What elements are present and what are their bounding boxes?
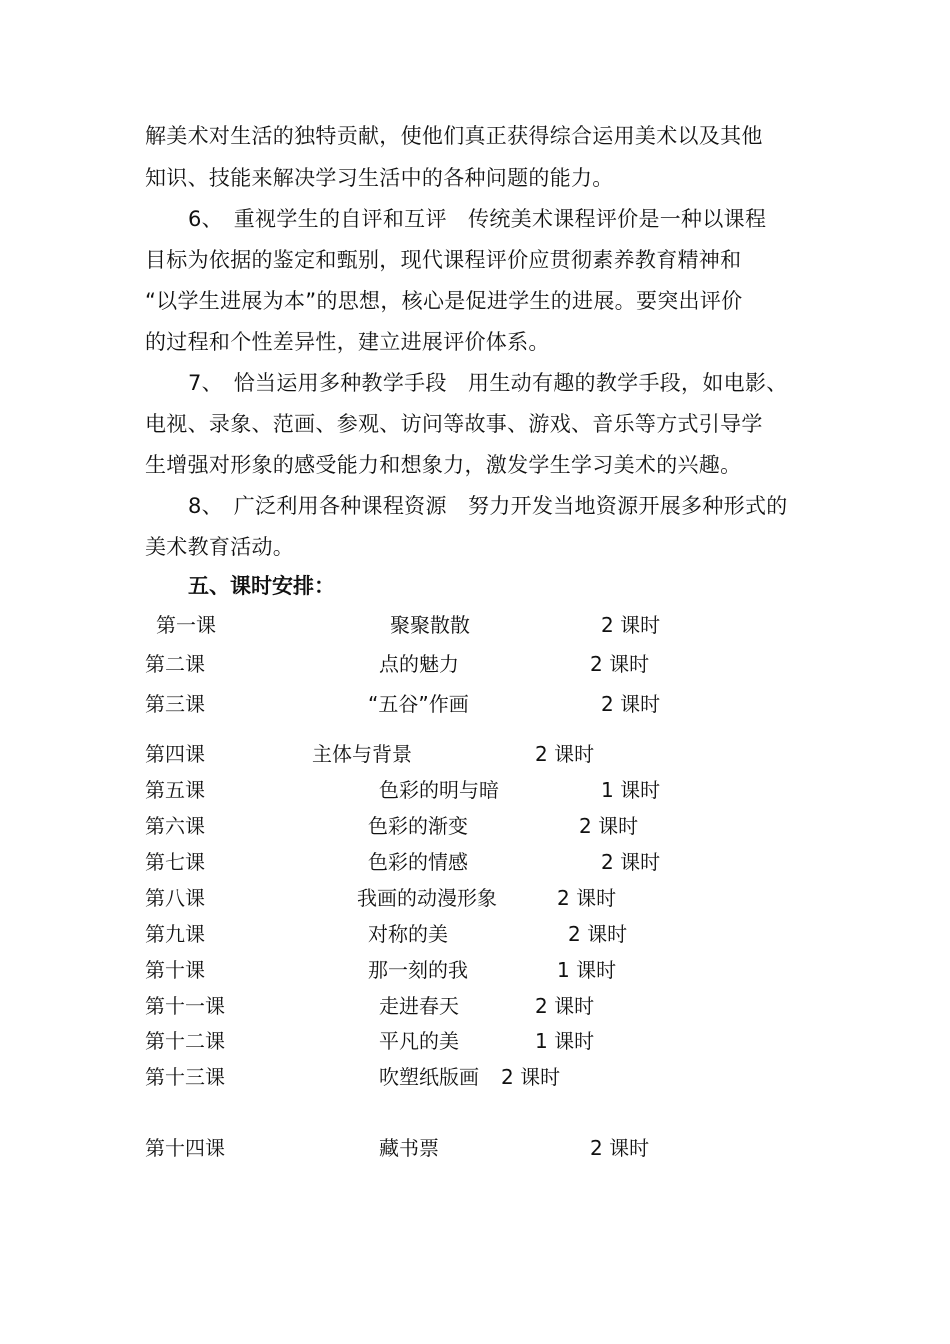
section-heading: 五、课时安排： bbox=[188, 574, 335, 598]
paragraph-line: 电视、录象、范画、参观、访问等故事、游戏、音乐等方式引导学 bbox=[145, 412, 763, 436]
lesson-hours: 2 课时 bbox=[535, 994, 595, 1018]
lesson-title: 吹塑纸版画 bbox=[379, 1065, 479, 1089]
lesson-hours: 2 课时 bbox=[590, 1136, 650, 1160]
paragraph-line: 美术教育活动。 bbox=[145, 535, 295, 559]
lesson-title: 我画的动漫形象 bbox=[357, 886, 497, 910]
paragraph-line: 生增强对形象的感受能力和想象力，激发学生学习美术的兴趣。 bbox=[145, 453, 742, 477]
lesson-hours: 2 课时 bbox=[601, 692, 661, 716]
lesson-hours: 1 课时 bbox=[557, 958, 617, 982]
paragraph-line: 7、 恰当运用多种教学手段 用生动有趣的教学手段，如电影、 bbox=[188, 371, 788, 395]
lesson-hours: 2 课时 bbox=[535, 742, 595, 766]
lesson-number: 第十四课 bbox=[145, 1136, 225, 1160]
lesson-title: 对称的美 bbox=[368, 922, 448, 946]
lesson-hours: 2 课时 bbox=[579, 814, 639, 838]
lesson-number: 第三课 bbox=[145, 692, 205, 716]
lesson-title: 色彩的渐变 bbox=[368, 814, 468, 838]
lesson-title: 那一刻的我 bbox=[368, 958, 468, 982]
lesson-number: 第六课 bbox=[145, 814, 205, 838]
lesson-hours: 2 课时 bbox=[590, 652, 650, 676]
lesson-number: 第八课 bbox=[145, 886, 205, 910]
lesson-hours: 2 课时 bbox=[601, 613, 661, 637]
lesson-hours: 2 课时 bbox=[568, 922, 628, 946]
lesson-title: 聚聚散散 bbox=[390, 613, 470, 637]
lesson-number: 第十三课 bbox=[145, 1065, 225, 1089]
lesson-title: 藏书票 bbox=[379, 1136, 439, 1160]
lesson-title: 点的魅力 bbox=[379, 652, 459, 676]
paragraph-line: 解美术对生活的独特贡献，使他们真正获得综合运用美术以及其他 bbox=[145, 124, 763, 148]
lesson-number: 第九课 bbox=[145, 922, 205, 946]
lesson-number: 第二课 bbox=[145, 652, 205, 676]
lesson-number: 第十一课 bbox=[145, 994, 225, 1018]
lesson-hours: 1 课时 bbox=[535, 1029, 595, 1053]
lesson-number: 第五课 bbox=[145, 778, 205, 802]
lesson-hours: 1 课时 bbox=[601, 778, 661, 802]
lesson-title: 平凡的美 bbox=[379, 1029, 459, 1053]
lesson-title: “五谷”作画 bbox=[368, 692, 469, 716]
paragraph-line: 的过程和个性差异性，建立进展评价体系。 bbox=[145, 330, 550, 354]
lesson-title: 色彩的情感 bbox=[368, 850, 468, 874]
lesson-number: 第七课 bbox=[145, 850, 205, 874]
lesson-title: 主体与背景 bbox=[312, 742, 412, 766]
lesson-title: 色彩的明与暗 bbox=[379, 778, 499, 802]
paragraph-line: 8、 广泛利用各种课程资源 努力开发当地资源开展多种形式的 bbox=[188, 494, 788, 518]
lesson-hours: 2 课时 bbox=[501, 1065, 561, 1089]
paragraph-line: 6、 重视学生的自评和互评 传统美术课程评价是一种以课程 bbox=[188, 207, 767, 231]
lesson-title: 走进春天 bbox=[379, 994, 459, 1018]
paragraph-line: 目标为依据的鉴定和甄别，现代课程评价应贯彻素养教育精神和 bbox=[145, 248, 742, 272]
lesson-number: 第一课 bbox=[156, 613, 216, 637]
lesson-hours: 2 课时 bbox=[601, 850, 661, 874]
lesson-number: 第十二课 bbox=[145, 1029, 225, 1053]
lesson-number: 第十课 bbox=[145, 958, 205, 982]
lesson-hours: 2 课时 bbox=[557, 886, 617, 910]
paragraph-line: 知识、技能来解决学习生活中的各种问题的能力。 bbox=[145, 166, 614, 190]
paragraph-line: “以学生进展为本”的思想，核心是促进学生的进展。要突出评价 bbox=[145, 289, 743, 313]
lesson-number: 第四课 bbox=[145, 742, 205, 766]
